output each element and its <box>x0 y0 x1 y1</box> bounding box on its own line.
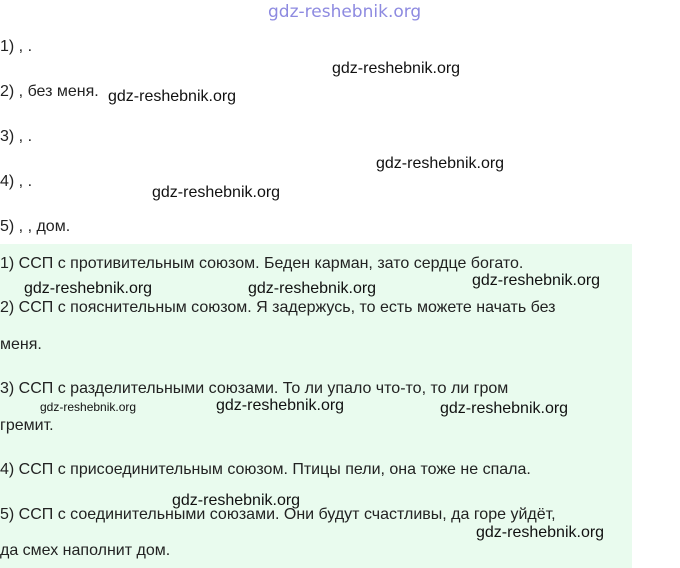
watermark: gdz-reshebnik.org <box>172 492 301 509</box>
task-line-2: 2) , без меня. <box>0 83 99 100</box>
answer-1-line-1: 1) ССП с противительным союзом. Беден карман, зато сердце богато. <box>0 255 524 272</box>
answer-2-line-1: 2) ССП с пояснительным союзом. Я задержусь, то есть можете начать без <box>0 299 556 316</box>
answer-5-line-2: да смех наполнит дом. <box>0 542 171 559</box>
watermark: gdz-reshebnik.org <box>476 524 605 541</box>
answer-3-line-2: гремит. <box>0 417 54 434</box>
header-watermark: gdz-reshebnik.org <box>268 2 422 22</box>
task-line-1: 1) , . <box>0 38 33 55</box>
watermark: gdz-reshebnik.org <box>472 272 601 289</box>
watermark: gdz-reshebnik.org <box>440 400 569 417</box>
watermark: gdz-reshebnik.org <box>332 60 461 77</box>
watermark: gdz-reshebnik.org <box>108 88 237 105</box>
watermark: gdz-reshebnik.org <box>40 400 137 414</box>
watermark: gdz-reshebnik.org <box>152 184 281 201</box>
answer-3-line-1: 3) ССП с разделительными союзами. То ли упало что-то, то ли гром <box>0 380 509 397</box>
watermark: gdz-reshebnik.org <box>248 280 377 297</box>
watermark: gdz-reshebnik.org <box>24 280 153 297</box>
task-line-4: 4) , . <box>0 173 33 190</box>
answer-2-line-2: меня. <box>0 336 42 353</box>
answer-5-line-1: 5) ССП с соединительными союзами. Они будут счастливы, да горе уйдёт, <box>0 506 556 523</box>
task-line-3: 3) , . <box>0 128 33 145</box>
watermark: gdz-reshebnik.org <box>216 397 345 414</box>
task-line-5: 5) , , дом. <box>0 218 71 235</box>
answer-4-line-1: 4) ССП с присоединительным союзом. Птицы пели, она тоже не спала. <box>0 461 531 478</box>
watermark: gdz-reshebnik.org <box>376 155 505 172</box>
